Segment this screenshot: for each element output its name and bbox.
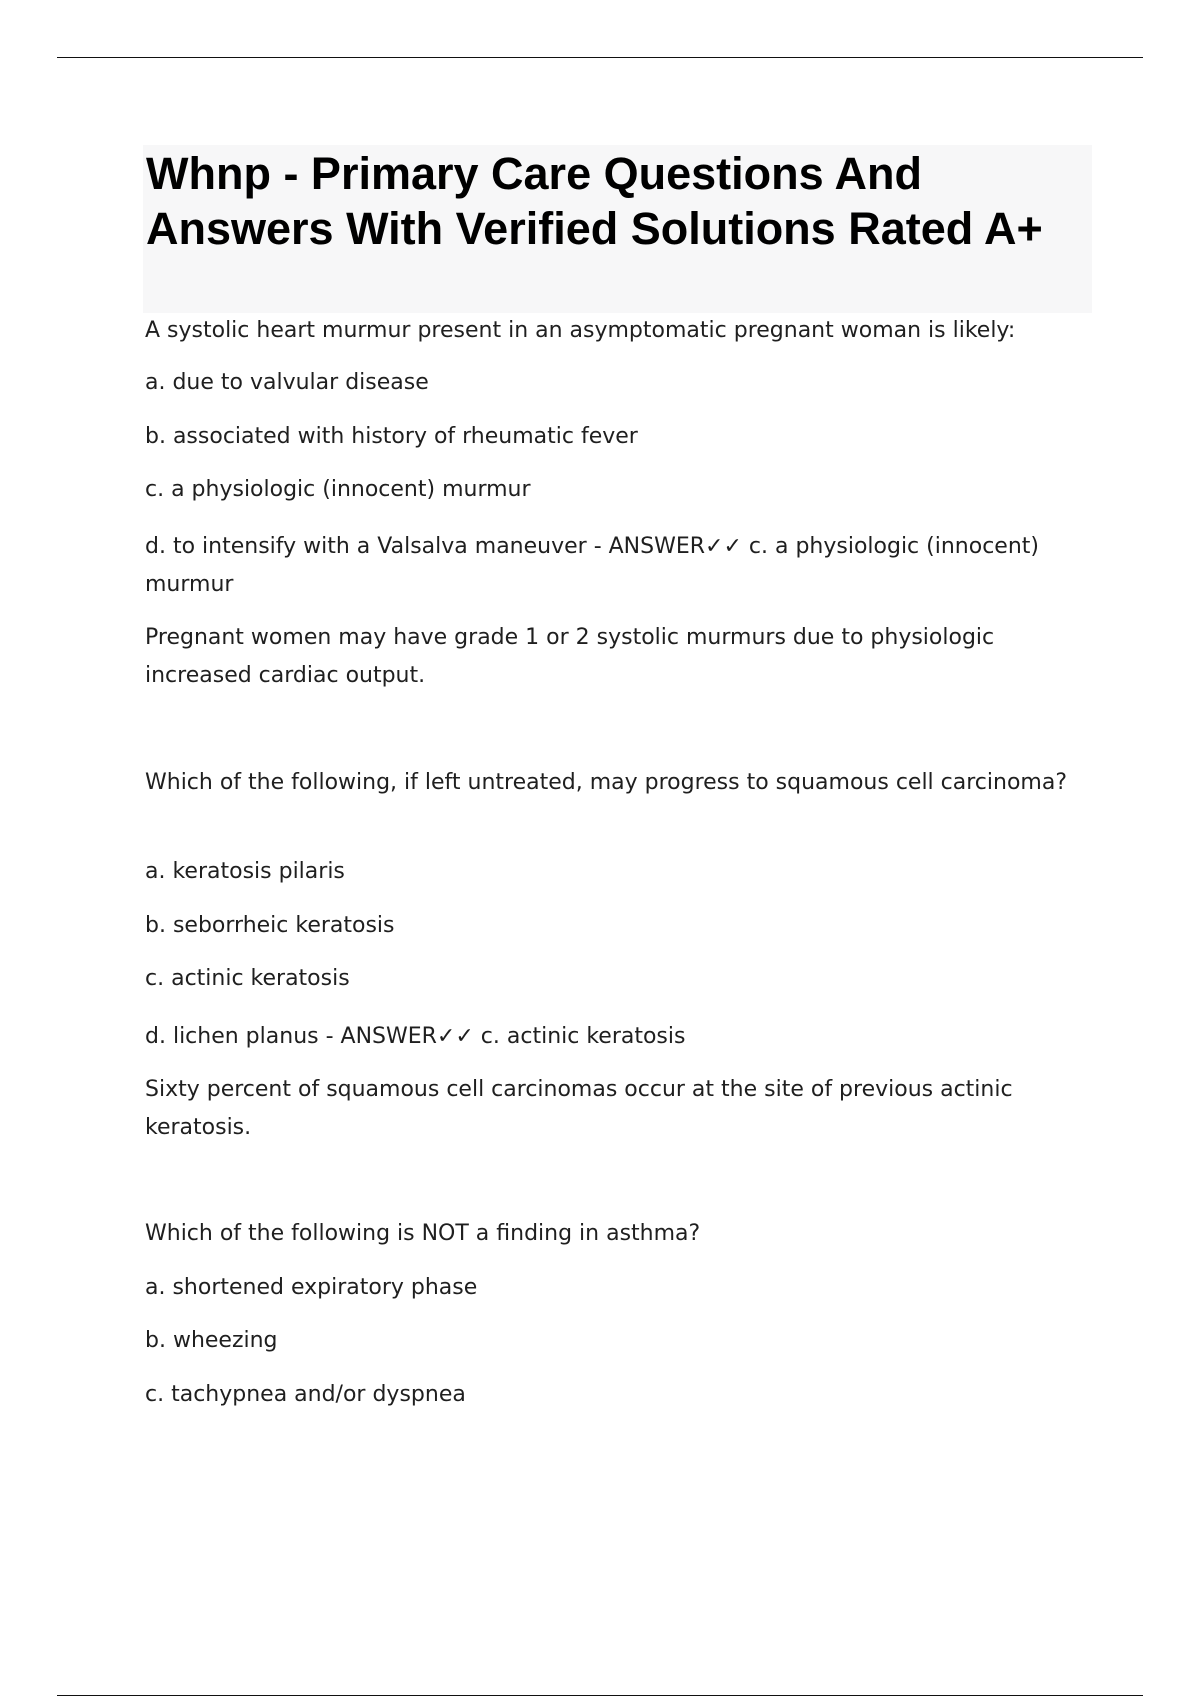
- question-1-option-b: b. associated with history of rheumatic fever: [145, 424, 638, 449]
- question-3-option-c: c. tachypnea and/or dyspnea: [145, 1382, 466, 1407]
- question-2-option-b: b. seborrheic keratosis: [145, 913, 395, 938]
- question-3-option-b: b. wheezing: [145, 1328, 278, 1353]
- question-1-stem: A systolic heart murmur present in an asymptomatic pregnant woman is likely:: [145, 318, 1016, 343]
- question-2-option-c: c. actinic keratosis: [145, 966, 350, 991]
- top-rule: [57, 57, 1143, 58]
- question-1-rationale: Pregnant women may have grade 1 or 2 systolic murmurs due to physiologic increased cardiac output.: [145, 625, 995, 688]
- question-1-option-a: a. due to valvular disease: [145, 370, 429, 395]
- question-2-option-d-answer: d. lichen planus - ANSWER✓✓ c. actinic keratosis: [145, 1024, 686, 1049]
- question-3-stem: Which of the following is NOT a finding in asthma?: [145, 1221, 701, 1246]
- question-1-option-c: c. a physiologic (innocent) murmur: [145, 477, 531, 502]
- bottom-rule: [57, 1695, 1143, 1696]
- document-title: Whnp - Primary Care Questions And Answers With Verified Solutions Rated A+: [146, 148, 1043, 254]
- question-2-rationale: Sixty percent of squamous cell carcinomas occur at the site of previous actinic keratosis.: [145, 1077, 1013, 1140]
- question-2-option-a: a. keratosis pilaris: [145, 859, 345, 884]
- question-3-option-a: a. shortened expiratory phase: [145, 1275, 478, 1300]
- question-2-stem: Which of the following, if left untreated, may progress to squamous cell carcinoma?: [145, 770, 1068, 795]
- question-1-option-d-answer: d. to intensify with a Valsalva maneuver - ANSWER✓✓ c. a physiologic (innocent) murmur: [145, 534, 1039, 597]
